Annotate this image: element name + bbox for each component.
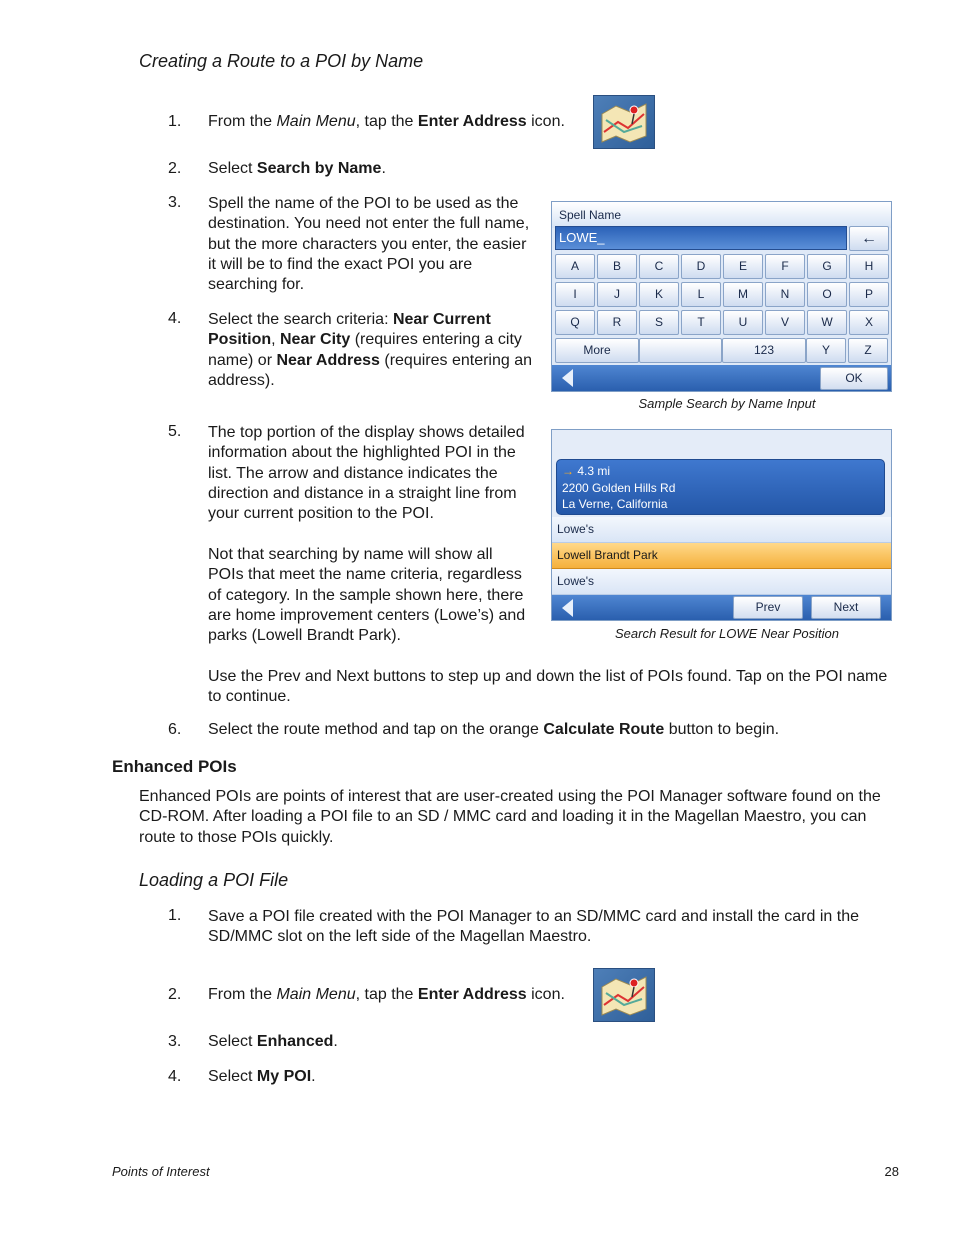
backspace-button[interactable]: [849, 226, 889, 251]
step-number: 1.: [168, 113, 182, 130]
ok-button[interactable]: OK: [820, 367, 888, 390]
numbers-key[interactable]: 123: [722, 338, 806, 363]
key-k[interactable]: K: [639, 282, 679, 307]
key-e[interactable]: E: [723, 254, 763, 279]
search-result-screen: [551, 429, 892, 621]
key-x[interactable]: X: [849, 310, 889, 335]
step-text: Not that searching by name will show all POIs that meet the name criteria, regardless of category. In the sample shown here, there are home improvement centers (Lowe’s) and parks (Lowell Brandt Park).: [208, 546, 526, 645]
step-text: Select My POI.: [208, 1068, 316, 1085]
step-text: Select Search by Name.: [208, 160, 386, 177]
enter-address-map-icon: [593, 968, 655, 1022]
step-number: 1.: [168, 907, 182, 924]
step-text: Use the Prev and Next buttons to step up and down the list of POIs found. Tap on the POI name to continue.: [208, 668, 888, 706]
key-w[interactable]: W: [807, 310, 847, 335]
section-heading-enhanced-pois: Enhanced POIs: [112, 757, 237, 776]
back-arrow-icon[interactable]: [562, 369, 573, 387]
prev-button[interactable]: Prev: [733, 596, 803, 619]
screen-title: Spell Name: [552, 202, 891, 228]
key-b[interactable]: B: [597, 254, 637, 279]
key-g[interactable]: G: [807, 254, 847, 279]
enter-address-map-icon: [593, 95, 655, 149]
step-number: 2.: [168, 160, 182, 177]
poi-list-item[interactable]: Lowe's: [552, 517, 891, 543]
key-h[interactable]: H: [849, 254, 889, 279]
poi-distance: 4.3 mi: [577, 464, 611, 478]
poi-city: La Verne, California: [562, 497, 668, 511]
name-input[interactable]: LOWE_: [555, 226, 847, 250]
key-m[interactable]: M: [723, 282, 763, 307]
section-body: Enhanced POIs are points of interest that are user-created using the POI Manager software found on the CD-ROM. After loading a POI file to an SD / MMC card and loading it in the Magellan Maestro, you can route to those POIs quickly.: [139, 788, 881, 846]
key-d[interactable]: D: [681, 254, 721, 279]
back-arrow-icon[interactable]: [562, 599, 573, 617]
key-t[interactable]: T: [681, 310, 721, 335]
step-number: 4.: [168, 310, 182, 327]
key-y[interactable]: Y: [806, 338, 846, 363]
key-p[interactable]: P: [849, 282, 889, 307]
key-i[interactable]: I: [555, 282, 595, 307]
step-text: Select Enhanced.: [208, 1033, 338, 1050]
step-text: Select the route method and tap on the orange Calculate Route button to begin.: [208, 721, 780, 738]
step-text: Select the search criteria: Near Current Position, Near City (requires entering a city name) or Near Address (requires entering an address).: [208, 311, 533, 389]
poi-list-item[interactable]: Lowe's: [552, 569, 891, 595]
step-number: 5.: [168, 423, 182, 440]
section-heading-loading-poi-file: Loading a POI File: [139, 870, 289, 890]
bottom-bar: [552, 365, 891, 391]
figure-caption: Search Result for LOWE Near Position: [615, 626, 839, 641]
step-number: 3.: [168, 1033, 182, 1050]
step-text: Save a POI file created with the POI Manager to an SD/MMC card and install the card in the SD/MMC slot on the left side of the Magellan Maestro.: [208, 908, 859, 946]
key-a[interactable]: A: [555, 254, 595, 279]
spell-name-screen: [551, 201, 892, 392]
section-heading-route-by-name: Creating a Route to a POI by Name: [139, 51, 424, 71]
key-n[interactable]: N: [765, 282, 805, 307]
step-text: Spell the name of the POI to be used as the destination. You need not enter the full name, but the more characters you enter, the easier it will be to find the exact POI you are searching for.: [208, 195, 530, 294]
step-text: The top portion of the display shows detailed information about the highlighted POI in the list. The arrow and distance indicates the direction and distance in a straight line from your current position to the POI.: [208, 424, 525, 523]
key-s[interactable]: S: [639, 310, 679, 335]
key-l[interactable]: L: [681, 282, 721, 307]
key-v[interactable]: V: [765, 310, 805, 335]
figure-caption: Sample Search by Name Input: [638, 396, 816, 411]
step-number: 6.: [168, 721, 182, 738]
key-u[interactable]: U: [723, 310, 763, 335]
key-q[interactable]: Q: [555, 310, 595, 335]
backspace-arrow-icon: ←: [861, 230, 877, 247]
step-text: From the Main Menu, tap the Enter Address icon.: [208, 986, 565, 1003]
step-number: 4.: [168, 1068, 182, 1085]
page-number: 28: [884, 1164, 899, 1179]
next-button[interactable]: Next: [811, 596, 881, 619]
step-number: 3.: [168, 194, 182, 211]
poi-list-item-selected[interactable]: Lowell Brandt Park: [552, 543, 891, 569]
poi-detail-box: [556, 459, 885, 515]
step-number: 2.: [168, 986, 182, 1003]
key-z[interactable]: Z: [848, 338, 888, 363]
space-key[interactable]: [639, 338, 722, 363]
key-j[interactable]: J: [597, 282, 637, 307]
key-o[interactable]: O: [807, 282, 847, 307]
footer-section-name: Points of Interest: [112, 1164, 210, 1179]
key-r[interactable]: R: [597, 310, 637, 335]
more-key[interactable]: More: [555, 338, 639, 363]
step-text: From the Main Menu, tap the Enter Address icon.: [208, 113, 565, 130]
direction-arrow-icon: →: [562, 464, 574, 478]
key-c[interactable]: C: [639, 254, 679, 279]
key-f[interactable]: F: [765, 254, 805, 279]
poi-address: 2200 Golden Hills Rd: [562, 481, 676, 495]
bottom-bar: [552, 595, 891, 620]
